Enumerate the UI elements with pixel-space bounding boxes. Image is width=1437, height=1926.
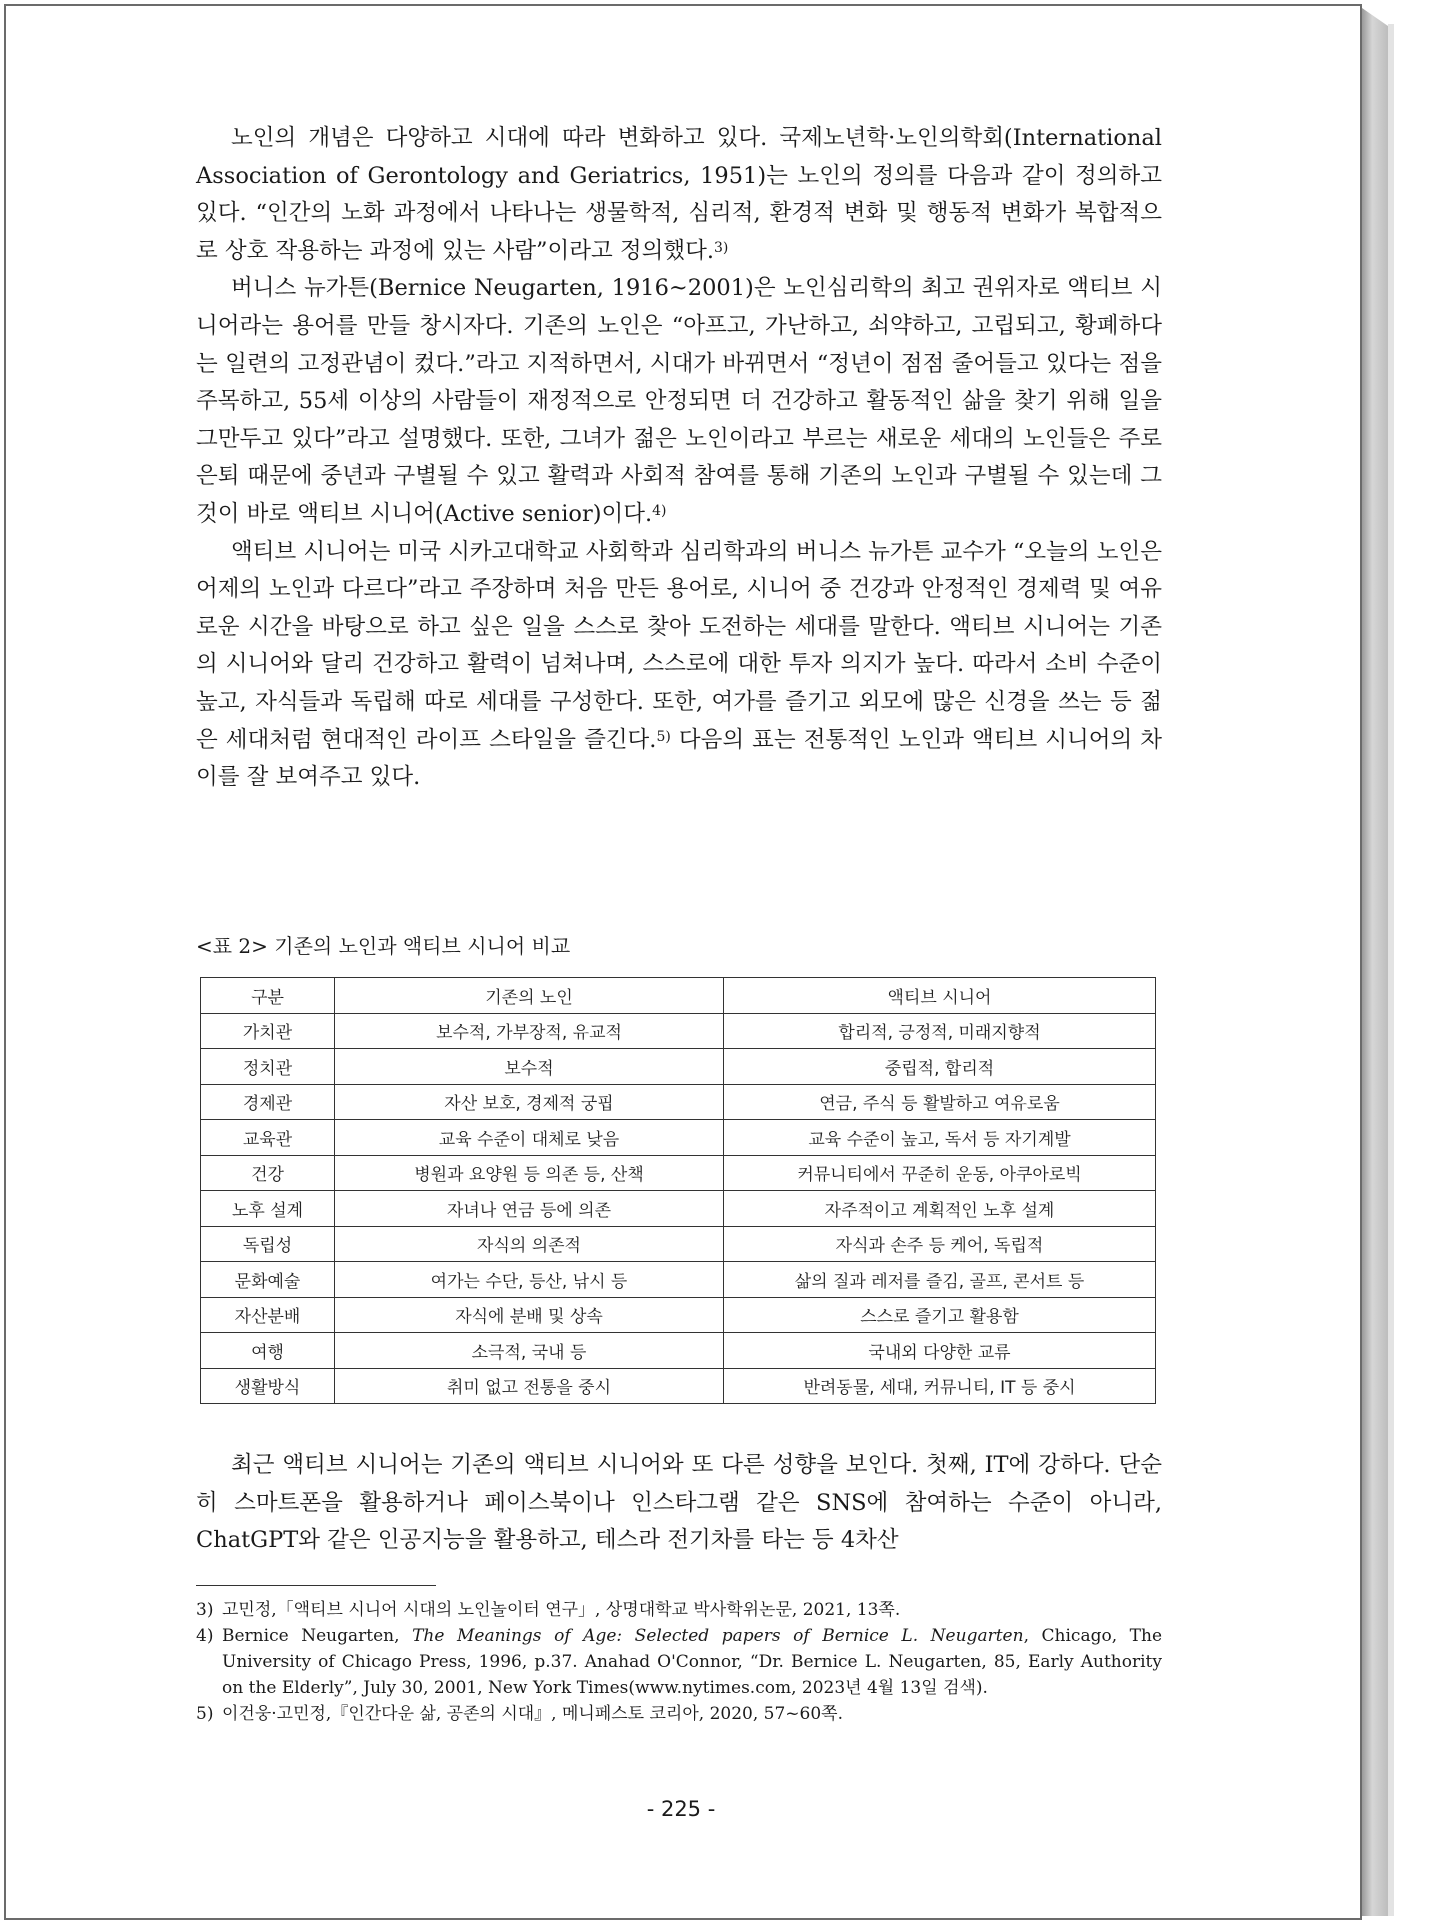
page-stack-edge — [1362, 8, 1388, 1916]
table-row — [201, 1120, 1156, 1156]
table-cell: 소극적, 국내 등 — [335, 1333, 724, 1369]
table-row — [201, 1155, 1156, 1191]
table-cell: 자녀나 연금 등에 의존 — [335, 1191, 724, 1227]
paragraph-1: 노인의 개념은 다양하고 시대에 따라 변화하고 있다. 국제노년학·노인의학회(International Association of Gerontology and Geriatrics, 1951)는 노인의 정의를 다음과 같이 정의하고 있다. “인간의 노화 과정에서 나타나는 생물학적, 심리적, 환경적 변화 및 행동적 변화가 복합적으로 상호 작용하는 과정에 있는 사람”이라고 정의했다.$^{3)}$ — [196, 125, 1162, 264]
table-cell: 여행 — [201, 1333, 335, 1369]
table-cell: 여가는 수단, 등산, 낚시 등 — [335, 1262, 724, 1298]
paragraph-2: 버니스 뉴가튼(Bernice Neugarten, 1916~2001)은 노인심리학의 최고 권위자로 액티브 시니어라는 용어를 만들 창시자다. 기존의 노인은 “아프고, 가난하고, 쇠약하고, 고립되고, 황폐하다는 일련의 고정관념이 컸다.”라고 지적하면서, 시대가 바뀌면서 “정년이 점점 줄어들고 있다는 점을 주목하고, 55세 이상의 사람들이 재정적으로 안정되면 더 건강하고 활동적인 삶을 찾기 위해 일을 그만두고 있다”라고 설명했다. 또한, 그녀가 젊은 노인이라고 부르는 새로운 세대의 노인들은 주로 은퇴 때문에 중년과 구별될 수 있고 활력과 사회적 참여를 통해 기존의 노인과 구별될 수 있는데 그것이 바로 액티브 시니어(Active senior)이다.$^{4)}$ — [196, 275, 1162, 527]
table-row — [201, 1368, 1156, 1404]
table-row — [201, 1226, 1156, 1262]
footnote-number: 4) — [196, 1626, 214, 1646]
table-cell: 반려동물, 세대, 커뮤니티, IT 등 중시 — [724, 1368, 1156, 1404]
table-cell: 중립적, 합리적 — [724, 1049, 1156, 1085]
continuation-body-text — [196, 1447, 1162, 1560]
footnote-ref-4[interactable]: 4) — [652, 502, 667, 519]
main-body-text — [196, 120, 1162, 797]
table-row — [201, 1333, 1156, 1369]
table-cell: 병원과 요양원 등 의존 등, 산책 — [335, 1155, 724, 1191]
paragraph-4: 최근 액티브 시니어는 기존의 액티브 시니어와 또 다른 성향을 보인다. 첫째, IT에 강하다. 단순히 스마트폰을 활용하거나 페이스북이나 인스타그램 같은 SNS에 참여하는 수준이 아니라, ChatGPT와 같은 인공지능을 활용하고, 테스라 전기차를 타는 등 4차산 — [196, 1452, 1162, 1554]
table-row — [201, 1049, 1156, 1085]
footnote-separator — [196, 1585, 436, 1586]
table-cell: 자주적이고 계획적인 노후 설계 — [724, 1191, 1156, 1227]
table-cell: 경제관 — [201, 1084, 335, 1120]
paragraph-3: 액티브 시니어는 미국 시카고대학교 사회학과 심리학과의 버니스 뉴가튼 교수가 “오늘의 노인은 어제의 노인과 다르다”라고 주장하며 처음 만든 용어로, 시니어 중 건강과 안정적인 경제력 및 여유로운 시간을 바탕으로 하고 싶은 일을 스스로 찾아 도전하는 세대를 말한다. 액티브 시니어는 기존의 시니어와 달리 건강하고 활력이 넘쳐나며, 스스로에 대한 투자 의지가 높다. 따라서 소비 수준이 높고, 자식들과 독립해 따로 세대를 구성한다. 또한, 여가를 즐기고 외모에 많은 신경을 쓰는 등 젊은 세대처럼 현대적인 라이프 스타일을 즐긴다.$^{5)}$ 다음의 표는 전통적인 노인과 액티브 시니어의 차이를 잘 보여주고 있다. — [196, 538, 1162, 791]
table-cell: 삶의 질과 레저를 즐김, 골프, 콘서트 등 — [724, 1262, 1156, 1298]
table-row — [201, 1013, 1156, 1049]
footnote-number: 5) — [196, 1704, 214, 1724]
table-cell: 교육관 — [201, 1120, 335, 1156]
table-row — [201, 1262, 1156, 1298]
table-cell: 국내외 다양한 교류 — [724, 1333, 1156, 1369]
footnote-5 — [196, 1701, 1162, 1727]
table-cell: 노후 설계 — [201, 1191, 335, 1227]
table-header-cell: 구분 — [201, 978, 335, 1014]
table-caption: <표 2> 기존의 노인과 액티브 시니어 비교 — [196, 934, 571, 958]
table-cell: 자산 보호, 경제적 궁핍 — [335, 1084, 724, 1120]
table-cell: 독립성 — [201, 1226, 335, 1262]
table-header-cell: 액티브 시니어 — [724, 978, 1156, 1014]
footnotes — [196, 1597, 1162, 1727]
table-cell: 자식의 의존적 — [335, 1226, 724, 1262]
footnote-text: 고민정,「액티브 시니어 시대의 노인놀이터 연구」, 상명대학교 박사학위논문, 2021, 13쪽. — [222, 1600, 901, 1620]
table-cell: 자식에 분배 및 상속 — [335, 1297, 724, 1333]
footnote-3 — [196, 1597, 1162, 1623]
table-cell: 커뮤니티에서 꾸준히 운동, 아쿠아로빅 — [724, 1155, 1156, 1191]
footnote-text: 이건웅·고민정,『인간다운 삶, 공존의 시대』, 메니페스토 코리아, 2020, 57~60쪽. — [222, 1704, 843, 1724]
table-cell: 건강 — [201, 1155, 335, 1191]
table-cell: 가치관 — [201, 1013, 335, 1049]
table-body — [201, 1013, 1156, 1404]
page-number: - 225 - — [646, 1797, 716, 1821]
footnote-ref-3[interactable]: 3) — [714, 239, 729, 256]
table-cell: 합리적, 긍정적, 미래지향적 — [724, 1013, 1156, 1049]
footnote-number: 3) — [196, 1600, 214, 1620]
table-cell: 교육 수준이 높고, 독서 등 자기계발 — [724, 1120, 1156, 1156]
table-cell: 생활방식 — [201, 1368, 335, 1404]
table-header-row — [201, 978, 1156, 1014]
comparison-table — [200, 977, 1156, 1404]
table-cell: 자산분배 — [201, 1297, 335, 1333]
footnote-text: Bernice Neugarten, The Meanings of Age: Selected papers of Bernice L. Neugarten, Chicago, The University of Chicago Press, 1996, p.37. Anahad O'Connor, “Dr. Bernice L. Neugarten, 85, Early Authority on the Elderly”, July 30, 2001, New York Times(www.nytimes.com, 2023년 4월 13일 검색). — [222, 1626, 1163, 1698]
table-cell: 연금, 주식 등 활발하고 여유로움 — [724, 1084, 1156, 1120]
table-cell: 정치관 — [201, 1049, 335, 1085]
table-cell: 문화예술 — [201, 1262, 335, 1298]
table-row — [201, 1191, 1156, 1227]
footnote-book-title: The Meanings of Age: Selected papers of Bernice L. Neugarten — [412, 1626, 1024, 1646]
footnote-4 — [196, 1623, 1162, 1701]
page-stack-edge-inner — [1388, 24, 1394, 1916]
table-cell: 취미 없고 전통을 중시 — [335, 1368, 724, 1404]
table-cell: 자식과 손주 등 케어, 독립적 — [724, 1226, 1156, 1262]
table-cell: 교육 수준이 대체로 낮음 — [335, 1120, 724, 1156]
table-cell: 보수적, 가부장적, 유교적 — [335, 1013, 724, 1049]
footnote-ref-5[interactable]: 5) — [656, 728, 671, 745]
table-row — [201, 1297, 1156, 1333]
table-cell: 스스로 즐기고 활용함 — [724, 1297, 1156, 1333]
table-row — [201, 1084, 1156, 1120]
table-cell: 보수적 — [335, 1049, 724, 1085]
table-header-cell: 기존의 노인 — [335, 978, 724, 1014]
